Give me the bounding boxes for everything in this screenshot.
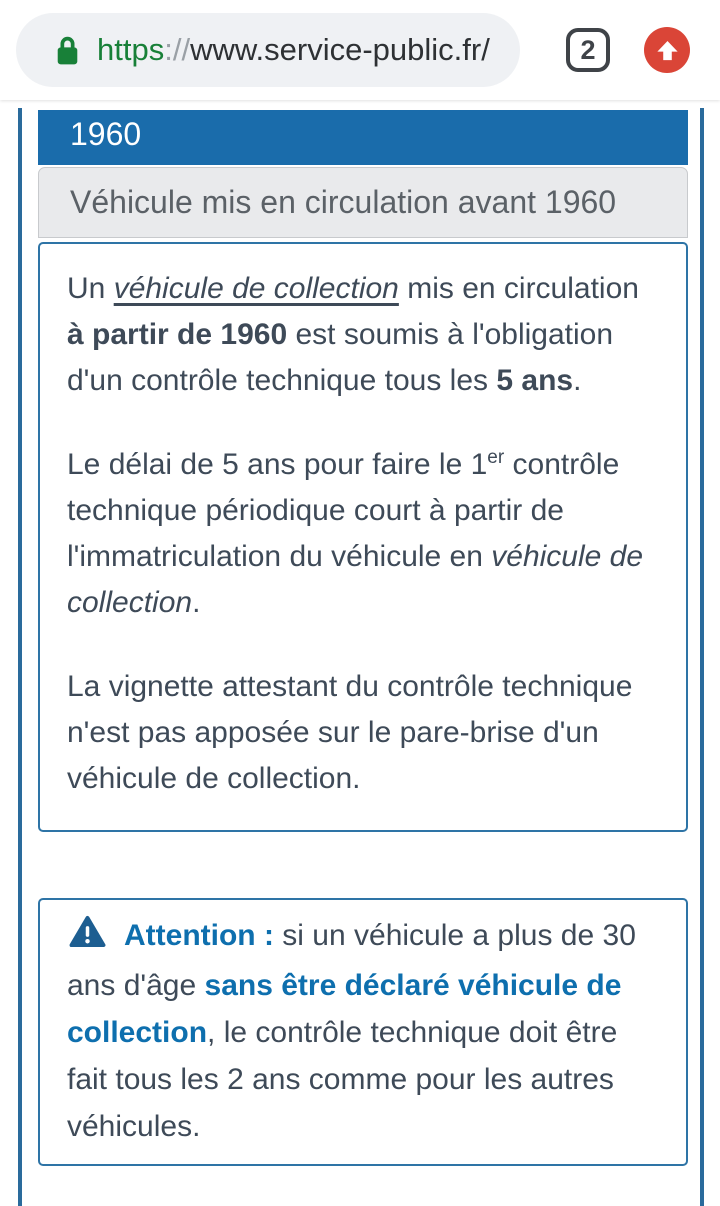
paragraph-2 [67,442,659,626]
p2-ordinal-superscript: er [487,447,505,468]
url-host: www.service-public.fr [190,32,482,67]
main-content [38,110,688,1166]
page-left-rule [18,108,22,1206]
accordion-tab-avant-1960[interactable] [38,167,688,238]
browser-toolbar [0,0,720,100]
secure-lock-icon[interactable] [54,34,81,67]
accordion-tab-inactive-label: Véhicule mis en circulation avant 1960 [70,184,617,220]
page-right-rule [700,108,704,1206]
accordion-tab-active-partial[interactable] [38,110,688,165]
tab-count: 2 [580,34,596,65]
p1-bold-a-partir-de-1960: à partir de 1960 [67,318,288,351]
url-separator: :// [164,32,191,67]
warning-triangle-icon [69,915,106,962]
p2-text: Le délai de 5 ans pour faire le 1 [67,448,488,481]
p2-text: contrôle technique périodique court à partir de l'immatriculation du véhicule en [67,448,620,573]
vehicule-de-collection-link[interactable]: véhicule de collection [113,272,399,305]
update-arrow-icon [654,37,681,64]
p1-text: mis en circulation [398,272,639,305]
p1-bold-5-ans: 5 ans [496,364,574,397]
address-bar[interactable] [16,13,520,87]
warning-attention-label: Attention : [124,919,274,952]
content-panel [38,242,688,832]
warning-bold-blue-text: sans être déclaré véhicule de collection [67,969,622,1049]
warning-panel [38,898,688,1166]
url-text[interactable] [97,32,490,68]
paragraph-1 [67,266,659,404]
paragraph-3 [67,664,659,802]
p2-text: . [192,586,201,619]
url-path: / [481,32,490,67]
p1-text: . [573,364,582,397]
accordion-tab-active-label: 1960 [70,116,142,152]
browser-update-button[interactable] [644,27,690,73]
p1-text: Un [67,272,114,305]
warning-text: si un véhicule a plus de 30 ans d'âge [67,919,636,1002]
p1-text: est soumis à l'obligation d'un contrôle technique tous les [67,318,614,397]
p3-text: La vignette attestant du contrôle technique n'est pas apposée sur le pare-brise d'un véhicule de collection. [67,670,633,795]
warning-text: , le contrôle technique doit être fait tous les 2 ans comme pour les autres véhicules. [67,1016,618,1143]
tab-switcher-button[interactable] [566,28,610,72]
url-scheme: https [97,32,165,67]
p2-italic-vehicule-de-collection: véhicule de collection [67,540,644,619]
